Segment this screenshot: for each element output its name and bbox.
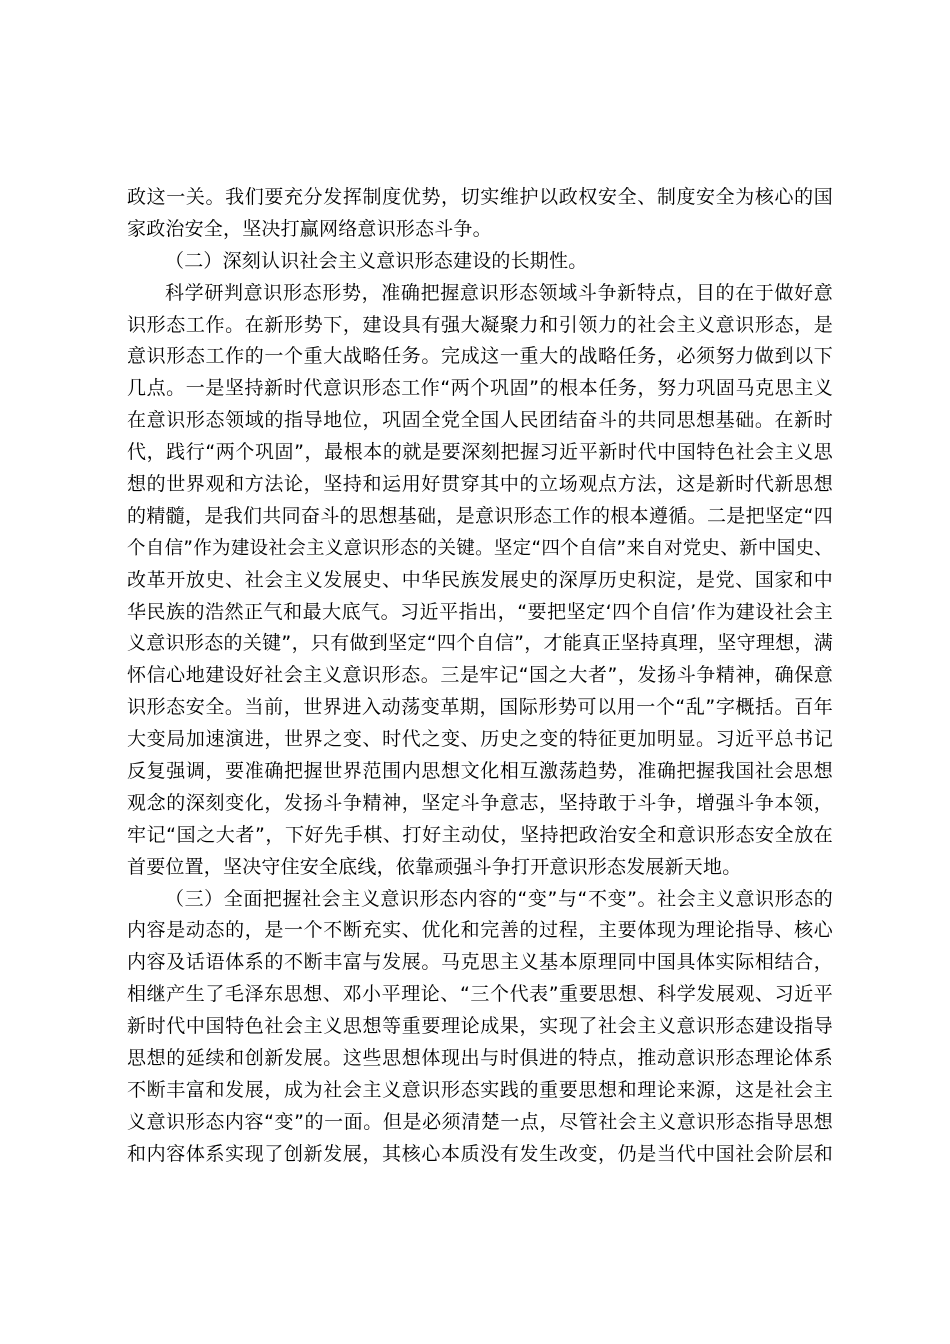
text-line-25: 内容及话语体系的不断丰富与发展。马克思主义基本原理同中国具体实际相结合， [127, 951, 833, 974]
text-line-16: 怀信心地建设好社会主义意识形态。三是牢记“国之大者”，发扬斗争精神，确保意 [127, 664, 833, 687]
section-heading-2: （二）深刻认识社会主义意识形态建设的长期性。 [165, 249, 588, 272]
document-page [127, 182, 833, 1171]
text-line-7: 几点。一是坚持新时代意识形态工作“两个巩固”的根本任务，努力巩固马克思主义 [127, 377, 833, 400]
text-line-20: 观念的深刻变化，发扬斗争精神，坚定斗争意志，坚持敢于斗争，增强斗争本领， [127, 791, 833, 814]
text-line-12: 个自信”作为建设社会主义意识形态的关键。坚定“四个自信”来自对党史、新中国史、 [127, 537, 833, 559]
text-line-31: 和内容体系实现了创新发展，其核心本质没有发生改变，仍是当代中国社会阶层和 [127, 1142, 833, 1165]
text-line-10: 想的世界观和方法论，坚持和运用好贯穿其中的立场观点方法，这是新时代新思想 [127, 473, 833, 496]
text-line-24: 内容是动态的，是一个不断充实、优化和完善的过程，主要体现为理论指导、核心 [127, 919, 833, 942]
text-line-15: 义意识形态的关键”，只有做到坚定“四个自信”，才能真正坚持真理，坚守理想，满 [127, 632, 833, 655]
text-line-8: 在意识形态领域的指导地位，巩固全党全国人民团结奋斗的共同思想基础。在新时 [127, 409, 833, 432]
section-heading-3: （三）全面把握社会主义意识形态内容的“变”与“不变”。社会主义意识形态的 [165, 887, 833, 910]
text-line-9: 代，践行“两个巩固”，最根本的就是要深刻把握习近平新时代中国特色社会主义思 [127, 441, 833, 464]
text-line-29: 不断丰富和发展，成为社会主义意识形态实践的重要思想和理论来源，这是社会主 [127, 1078, 833, 1101]
text-line-6: 意识形态工作的一个重大战略任务。完成这一重大的战略任务，必须努力做到以下 [127, 345, 833, 368]
text-line-2: 家政治安全，坚决打赢网络意识形态斗争。 [127, 217, 492, 240]
text-line-30: 义意识形态内容“变”的一面。但是必须清楚一点，尽管社会主义意识形态指导思想 [127, 1110, 833, 1133]
text-line-26: 相继产生了毛泽东思想、邓小平理论、“三个代表”重要思想、科学发展观、习近平 [127, 983, 833, 1006]
text-line-1: 政这一关。我们要充分发挥制度优势，切实维护以政权安全、制度安全为核心的国 [127, 186, 833, 208]
text-line-13: 改革开放史、社会主义发展史、中华民族发展史的深厚历史积淀，是党、国家和中 [127, 568, 833, 591]
text-line-11: 的精髓，是我们共同奋斗的思想基础，是意识形态工作的根本遵循。二是把坚定“四 [127, 504, 833, 527]
text-line-17: 识形态安全。当前，世界进入动荡变革期，国际形势可以用一个“乱”字概括。百年 [127, 696, 833, 719]
text-line-4: 科学研判意识形态形势，准确把握意识形态领域斗争新特点，目的在于做好意 [165, 281, 833, 304]
text-line-22: 首要位置，坚决守住安全底线，依靠顽强斗争打开意识形态发展新天地。 [127, 855, 742, 878]
text-line-21: 牢记“国之大者”，下好先手棋、打好主动仗，坚持把政治安全和意识形态安全放在 [127, 823, 833, 846]
text-line-27: 新时代中国特色社会主义思想等重要理论成果，实现了社会主义意识形态建设指导 [127, 1015, 833, 1038]
text-line-5: 识形态工作。在新形势下，建设具有强大凝聚力和引领力的社会主义意识形态，是 [127, 313, 833, 336]
text-line-14: 华民族的浩然正气和最大底气。习近平指出，“要把坚定‘四个自信’作为建设社会主 [127, 600, 833, 623]
text-line-28: 思想的延续和创新发展。这些思想体现出与时俱进的特点，推动意识形态理论体系 [127, 1047, 833, 1070]
text-line-18: 大变局加速演进，世界之变、时代之变、历史之变的特征更加明显。习近平总书记 [127, 728, 833, 751]
text-line-19: 反复强调，要准确把握世界范围内思想文化相互激荡趋势，准确把握我国社会思想 [127, 760, 833, 783]
